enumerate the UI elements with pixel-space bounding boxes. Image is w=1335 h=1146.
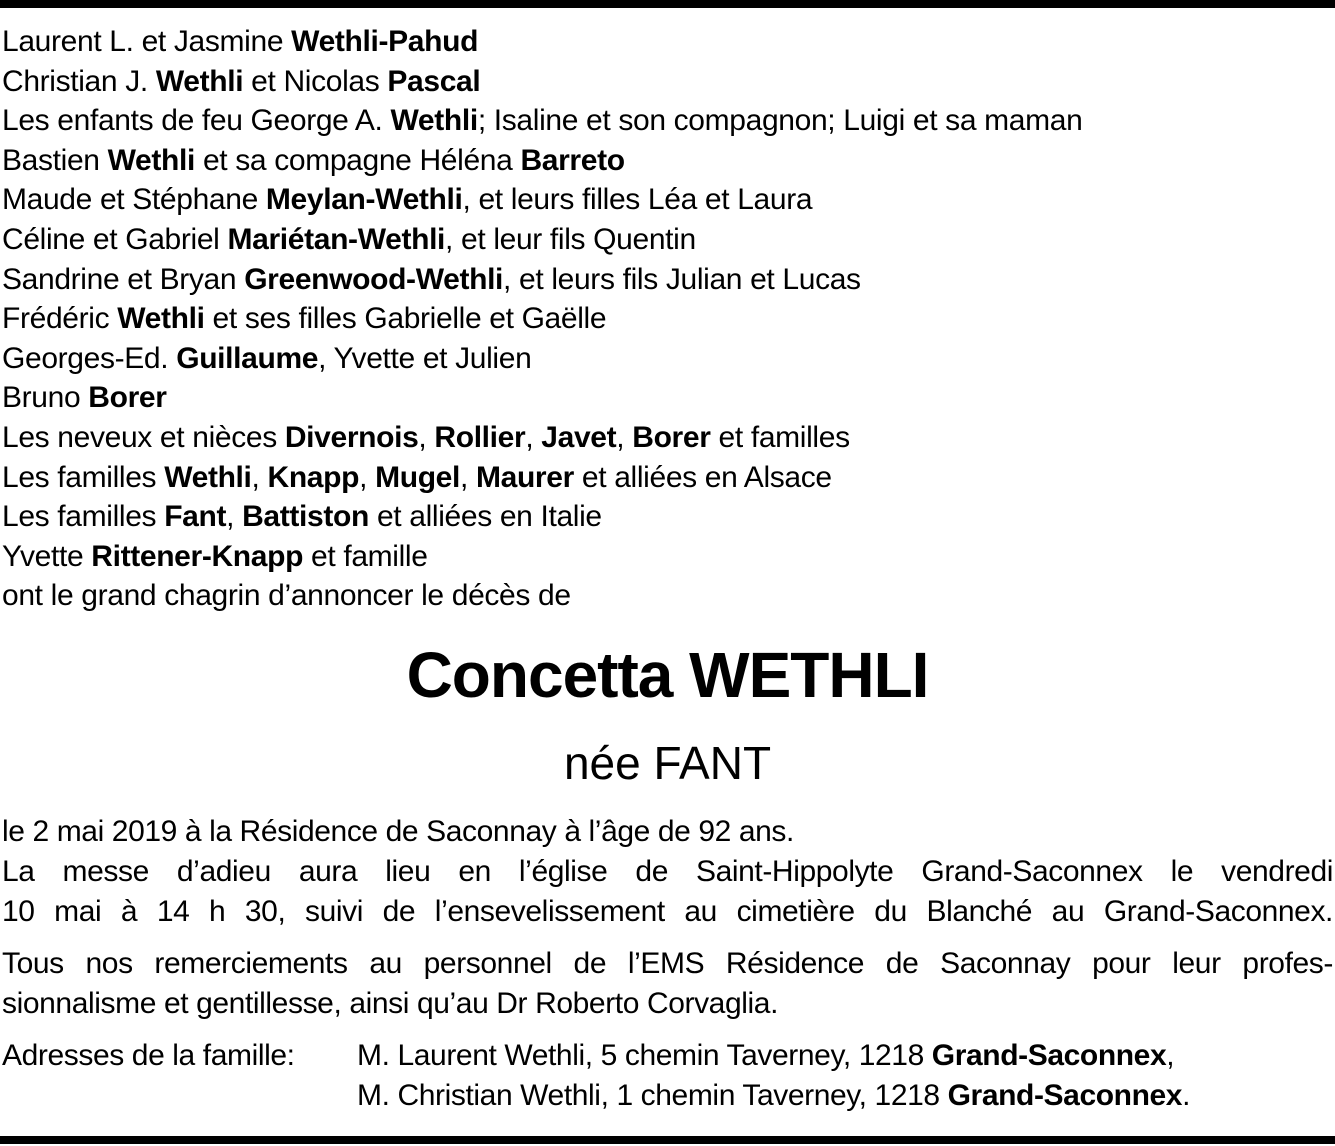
family-text: , <box>226 500 243 534</box>
death-details <box>2 812 1333 932</box>
address-2 <box>357 1076 1190 1116</box>
thanks-line: Tous nos remerciements au personnel de l’EMS Résidence de Saconnay pour leur profes- <box>2 947 1333 980</box>
family-line <box>2 378 1332 418</box>
family-text: et familles <box>710 420 850 454</box>
family-text: et ses filles Gabrielle et Gaëlle <box>204 302 607 336</box>
family-surname: Mariétan-Wethli <box>227 222 446 256</box>
family-surname: Rollier <box>434 420 526 454</box>
top-border-rule <box>0 0 1335 8</box>
family-line <box>2 101 1332 141</box>
family-text: , <box>251 460 268 494</box>
family-text: Les enfants de feu George A. <box>2 104 391 138</box>
family-text: Bastien <box>2 143 108 177</box>
family-line <box>2 299 1332 339</box>
address-2-end: . <box>1182 1079 1191 1112</box>
family-line <box>2 497 1332 537</box>
family-text: , et leurs fils Julian et Lucas <box>503 262 861 296</box>
details-line: La messe d’adieu aura lieu en l’église de Saint-Hippolyte Grand-Saconnex le vendredi <box>2 855 1333 888</box>
family-text: Les neveux et nièces <box>2 420 285 454</box>
family-text: , <box>525 420 542 454</box>
family-surname: Mugel <box>375 460 460 494</box>
family-surname: Rittener-Knapp <box>91 539 304 573</box>
family-text: , <box>418 420 435 454</box>
family-line <box>2 220 1332 260</box>
family-text: et Nicolas <box>243 64 388 98</box>
address-1-text: M. Laurent Wethli, 5 chemin Taverney, 1218 <box>357 1039 932 1072</box>
family-text: Georges-Ed. <box>2 341 177 375</box>
details-line: 10 mai à 14 h 30, suivi de l’ensevelissement au cimetière du Blanché au Grand-Saconnex. <box>2 895 1333 928</box>
family-text: Yvette <box>2 539 92 573</box>
address-1-city: Grand-Saconnex <box>931 1039 1167 1072</box>
family-line <box>2 180 1332 220</box>
family-list <box>2 22 1332 616</box>
family-text: Bruno <box>2 381 89 415</box>
address-2-text: M. Christian Wethli, 1 chemin Taverney, 1218 <box>357 1079 948 1112</box>
family-text: , et leurs filles Léa et Laura <box>462 183 813 217</box>
family-text: Christian J. <box>2 64 156 98</box>
family-text: Frédéric <box>2 302 118 336</box>
address-row <box>2 1036 1333 1076</box>
family-surname: Wethli <box>164 460 252 494</box>
family-surname: Pascal <box>387 64 481 98</box>
family-line <box>2 339 1332 379</box>
address-2-city: Grand-Saconnex <box>947 1079 1183 1112</box>
family-line <box>2 537 1332 577</box>
family-text: , <box>460 460 476 494</box>
family-line <box>2 260 1332 300</box>
family-text: Les familles <box>2 500 165 534</box>
family-surname: Borer <box>88 381 167 415</box>
family-line <box>2 62 1332 102</box>
family-text: et famille <box>303 539 428 573</box>
thanks-line: sionnalisme et gentillesse, ainsi qu’au Dr Roberto Corvaglia. <box>2 987 779 1020</box>
family-text: ont le grand chagrin d’annoncer le décès de <box>2 579 571 613</box>
family-text: et sa compagne Héléna <box>194 143 521 177</box>
bottom-border-rule <box>0 1136 1335 1144</box>
family-surname: Guillaume <box>176 341 319 375</box>
address-row <box>2 1076 1333 1116</box>
family-surname: Battiston <box>242 500 369 534</box>
address-1 <box>357 1036 1174 1076</box>
family-surname: Fant <box>164 500 227 534</box>
family-surname: Meylan-Wethli <box>265 183 463 217</box>
details-line: le 2 mai 2019 à la Résidence de Saconnay à l’âge de 92 ans. <box>2 815 794 848</box>
family-text: ; Isaline et son compagnon; Luigi et sa maman <box>477 104 1083 138</box>
family-text: , <box>359 460 376 494</box>
family-text: Laurent L. et Jasmine <box>2 25 292 58</box>
thanks-paragraph <box>2 944 1333 1024</box>
family-text: , et leur fils Quentin <box>445 222 696 256</box>
family-surname: Wethli <box>107 143 195 177</box>
family-line <box>2 576 1332 616</box>
family-text: Les familles <box>2 460 165 494</box>
family-surname: Wethli <box>390 104 478 138</box>
family-surname: Barreto <box>520 143 625 177</box>
family-text: et alliées en Italie <box>368 500 602 534</box>
family-surname: Greenwood-Wethli <box>244 262 504 296</box>
family-text: Sandrine et Bryan <box>2 262 245 296</box>
family-text: et alliées en Alsace <box>573 460 832 494</box>
birth-name: née FANT <box>563 737 772 789</box>
family-line <box>2 458 1332 498</box>
family-text: , <box>616 420 633 454</box>
family-addresses <box>2 1036 1333 1116</box>
address-1-end: , <box>1166 1039 1175 1072</box>
family-line <box>2 418 1332 458</box>
family-surname: Wethli <box>117 302 205 336</box>
family-surname: Knapp <box>267 460 360 494</box>
family-surname: Wethli-Pahud <box>291 25 479 58</box>
deceased-name: Concetta WETHLI <box>406 639 929 711</box>
family-text: Maude et Stéphane <box>2 183 266 217</box>
addresses-label: Adresses de la famille: <box>2 1039 295 1072</box>
family-line <box>2 141 1332 181</box>
family-surname: Divernois <box>284 420 419 454</box>
family-surname: Wethli <box>155 64 244 98</box>
family-surname: Borer <box>632 420 711 454</box>
family-surname: Javet <box>541 420 617 454</box>
family-line <box>2 22 1332 62</box>
family-surname: Maurer <box>475 460 574 494</box>
family-text: , Yvette et Julien <box>318 341 532 375</box>
family-text: Céline et Gabriel <box>2 222 228 256</box>
